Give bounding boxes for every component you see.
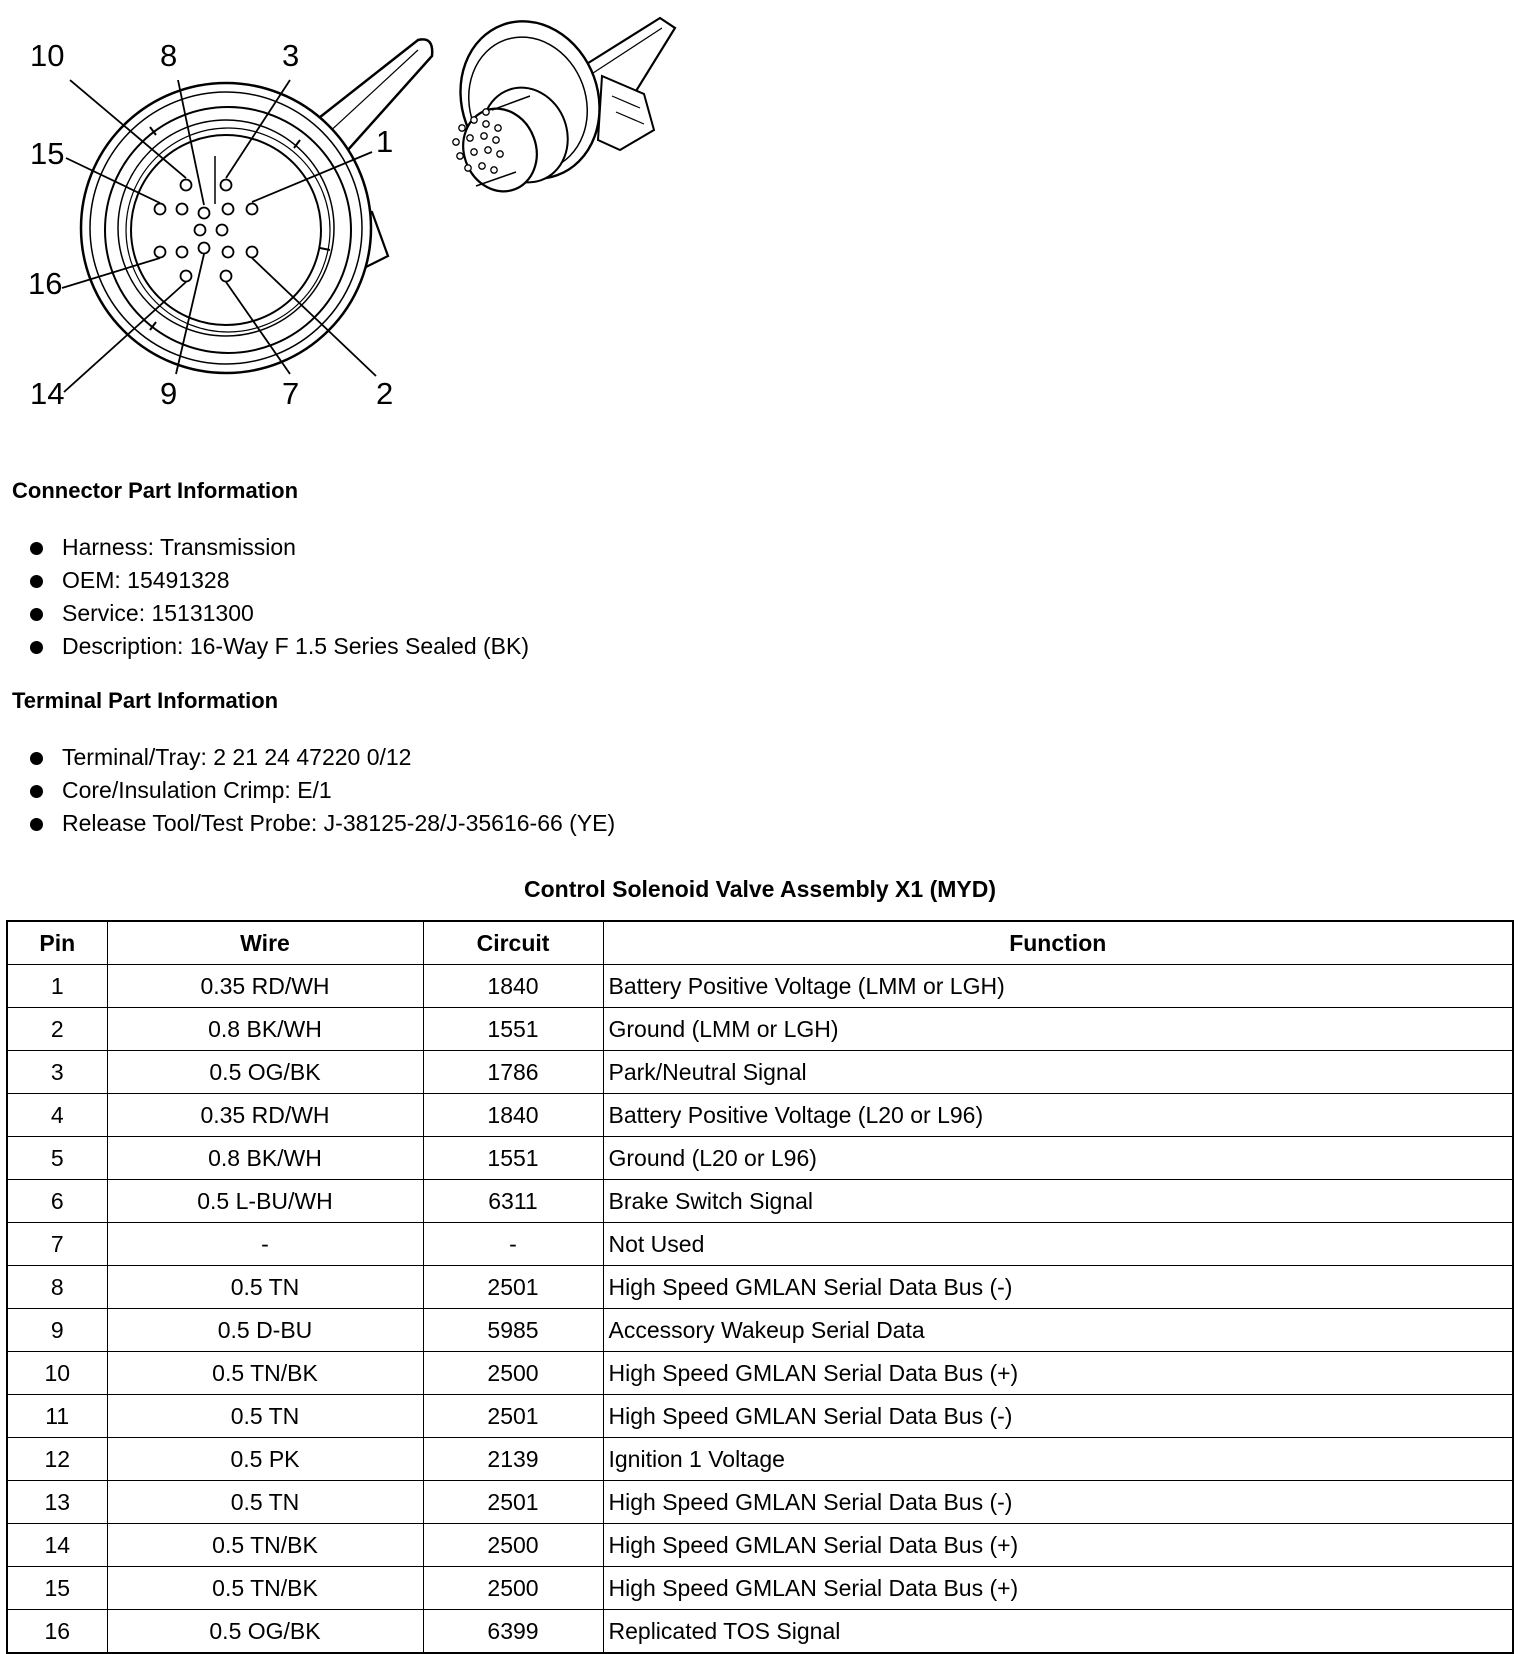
pin-label: 2 xyxy=(376,376,394,411)
table-row xyxy=(7,1008,1513,1051)
cell-pin: 9 xyxy=(7,1309,107,1352)
cell-function: Brake Switch Signal xyxy=(603,1180,1513,1223)
table-row xyxy=(7,1524,1513,1567)
cell-circuit: 1840 xyxy=(423,1094,603,1137)
cell-pin: 8 xyxy=(7,1266,107,1309)
table-row xyxy=(7,1051,1513,1094)
pin-hole xyxy=(177,247,188,258)
terminal-item: Release Tool/Test Probe: J-38125-28/J-35616-66 (YE) xyxy=(30,807,615,840)
header-pin: Pin xyxy=(7,921,107,965)
table-row xyxy=(7,1610,1513,1654)
cell-wire: 0.5 TN xyxy=(107,1266,423,1309)
cell-function: High Speed GMLAN Serial Data Bus (-) xyxy=(603,1395,1513,1438)
mini-pin-hole xyxy=(479,163,485,169)
mini-pin-hole xyxy=(497,151,503,157)
cell-wire: - xyxy=(107,1223,423,1266)
cell-pin: 16 xyxy=(7,1610,107,1654)
table-row xyxy=(7,1352,1513,1395)
pin-label: 14 xyxy=(30,376,65,411)
cell-pin: 15 xyxy=(7,1567,107,1610)
pin-hole xyxy=(199,243,210,254)
pin-label: 10 xyxy=(30,38,65,73)
pin-hole xyxy=(217,225,228,236)
cell-pin: 13 xyxy=(7,1481,107,1524)
mini-pin-hole xyxy=(495,125,501,131)
cell-circuit: 2139 xyxy=(423,1438,603,1481)
mini-pin-hole xyxy=(485,147,491,153)
cell-circuit: 1551 xyxy=(423,1137,603,1180)
table-row xyxy=(7,965,1513,1008)
connector-item: Service: 15131300 xyxy=(30,597,529,630)
cell-function: Ground (LMM or LGH) xyxy=(603,1008,1513,1051)
pin-hole xyxy=(221,271,232,282)
pin-hole xyxy=(199,208,210,219)
cell-pin: 5 xyxy=(7,1137,107,1180)
cell-function: Battery Positive Voltage (L20 or L96) xyxy=(603,1094,1513,1137)
pin-hole xyxy=(155,247,166,258)
cell-circuit: 1551 xyxy=(423,1008,603,1051)
table-row xyxy=(7,1438,1513,1481)
header-wire: Wire xyxy=(107,921,423,965)
mini-pin-hole xyxy=(471,117,477,123)
table-title: Control Solenoid Valve Assembly X1 (MYD) xyxy=(523,876,997,902)
cell-function: Replicated TOS Signal xyxy=(603,1610,1513,1654)
mini-pin-hole xyxy=(457,153,463,159)
cell-pin: 6 xyxy=(7,1180,107,1223)
cell-circuit: 1786 xyxy=(423,1051,603,1094)
table-row xyxy=(7,1223,1513,1266)
mini-pin-hole xyxy=(459,125,465,131)
mini-pin-hole xyxy=(483,121,489,127)
cell-circuit: 6399 xyxy=(423,1610,603,1654)
connector-perspective-view xyxy=(439,2,675,202)
pin-hole xyxy=(247,204,258,215)
connector-item: Harness: Transmission xyxy=(30,531,529,564)
cell-function: High Speed GMLAN Serial Data Bus (+) xyxy=(603,1352,1513,1395)
cell-wire: 0.5 TN/BK xyxy=(107,1524,423,1567)
cell-wire: 0.5 PK xyxy=(107,1438,423,1481)
pin-label: 9 xyxy=(160,376,178,411)
pin-label: 3 xyxy=(282,38,300,73)
cell-pin: 4 xyxy=(7,1094,107,1137)
cell-circuit: 2501 xyxy=(423,1395,603,1438)
cell-wire: 0.5 OG/BK xyxy=(107,1610,423,1654)
pin-label: 16 xyxy=(28,266,63,301)
pin-hole xyxy=(223,204,234,215)
table-row xyxy=(7,1567,1513,1610)
cell-wire: 0.5 TN/BK xyxy=(107,1567,423,1610)
table-row xyxy=(7,1137,1513,1180)
connector-part-info-heading: Connector Part Information xyxy=(12,478,299,503)
table-row xyxy=(7,1094,1513,1137)
cell-function: High Speed GMLAN Serial Data Bus (+) xyxy=(603,1524,1513,1567)
cell-wire: 0.5 L-BU/WH xyxy=(107,1180,423,1223)
cell-wire: 0.5 TN xyxy=(107,1481,423,1524)
pin-hole xyxy=(181,180,192,191)
cell-pin: 12 xyxy=(7,1438,107,1481)
cell-circuit: 2501 xyxy=(423,1266,603,1309)
mini-pin-hole xyxy=(465,165,471,171)
table-header-row xyxy=(7,921,1513,965)
header-function: Function xyxy=(603,921,1513,965)
cell-circuit: 2500 xyxy=(423,1524,603,1567)
pin-label: 1 xyxy=(376,124,394,159)
connector-item: OEM: 15491328 xyxy=(30,564,529,597)
cell-pin: 1 xyxy=(7,965,107,1008)
table-row xyxy=(7,1395,1513,1438)
cell-function: Ground (L20 or L96) xyxy=(603,1137,1513,1180)
cell-circuit: 2500 xyxy=(423,1352,603,1395)
cell-wire: 0.5 OG/BK xyxy=(107,1051,423,1094)
pin-hole xyxy=(181,271,192,282)
header-circuit: Circuit xyxy=(423,921,603,965)
cell-circuit: 2501 xyxy=(423,1481,603,1524)
pinout-table xyxy=(6,920,1514,1654)
cell-wire: 0.5 TN/BK xyxy=(107,1352,423,1395)
cell-function: High Speed GMLAN Serial Data Bus (-) xyxy=(603,1266,1513,1309)
mini-pin-hole xyxy=(467,135,473,141)
cell-function: Accessory Wakeup Serial Data xyxy=(603,1309,1513,1352)
mini-pin-hole xyxy=(471,149,477,155)
table-row xyxy=(7,1309,1513,1352)
terminal-part-info-heading: Terminal Part Information xyxy=(12,688,279,713)
cell-function: Park/Neutral Signal xyxy=(603,1051,1513,1094)
cell-function: High Speed GMLAN Serial Data Bus (+) xyxy=(603,1567,1513,1610)
table-row xyxy=(7,1180,1513,1223)
mini-pin-hole xyxy=(481,133,487,139)
cell-pin: 7 xyxy=(7,1223,107,1266)
cell-wire: 0.8 BK/WH xyxy=(107,1008,423,1051)
mini-pin-hole xyxy=(483,109,489,115)
cell-function: Ignition 1 Voltage xyxy=(603,1438,1513,1481)
table-row xyxy=(7,1481,1513,1524)
cell-circuit: 5985 xyxy=(423,1309,603,1352)
pin-hole xyxy=(223,247,234,258)
connector-part-info-list xyxy=(30,531,529,663)
cell-pin: 2 xyxy=(7,1008,107,1051)
pin-hole xyxy=(195,225,206,236)
connector-diagram xyxy=(0,0,720,430)
pin-hole xyxy=(177,204,188,215)
cell-function: Battery Positive Voltage (LMM or LGH) xyxy=(603,965,1513,1008)
cell-pin: 14 xyxy=(7,1524,107,1567)
cell-wire: 0.8 BK/WH xyxy=(107,1137,423,1180)
pin-hole xyxy=(247,247,258,258)
terminal-item: Terminal/Tray: 2 21 24 47220 0/12 xyxy=(30,741,615,774)
mini-pin-hole xyxy=(453,139,459,145)
cell-wire: 0.35 RD/WH xyxy=(107,965,423,1008)
pin-hole xyxy=(155,204,166,215)
terminal-part-info-list xyxy=(30,741,615,840)
mini-pin-hole xyxy=(493,137,499,143)
table-row xyxy=(7,1266,1513,1309)
cell-function: Not Used xyxy=(603,1223,1513,1266)
cell-wire: 0.5 TN xyxy=(107,1395,423,1438)
cell-wire: 0.5 D-BU xyxy=(107,1309,423,1352)
cell-wire: 0.35 RD/WH xyxy=(107,1094,423,1137)
pin-label: 15 xyxy=(30,136,65,171)
connector-item: Description: 16-Way F 1.5 Series Sealed (BK) xyxy=(30,630,529,663)
pin-hole xyxy=(221,180,232,191)
cell-circuit: 1840 xyxy=(423,965,603,1008)
cell-circuit: 6311 xyxy=(423,1180,603,1223)
mini-pin-hole xyxy=(491,167,497,173)
cell-circuit: - xyxy=(423,1223,603,1266)
cell-pin: 3 xyxy=(7,1051,107,1094)
cell-pin: 11 xyxy=(7,1395,107,1438)
cell-circuit: 2500 xyxy=(423,1567,603,1610)
cell-pin: 10 xyxy=(7,1352,107,1395)
pin-label: 7 xyxy=(282,376,300,411)
terminal-item: Core/Insulation Crimp: E/1 xyxy=(30,774,615,807)
pin-label: 8 xyxy=(160,38,178,73)
cell-function: High Speed GMLAN Serial Data Bus (-) xyxy=(603,1481,1513,1524)
